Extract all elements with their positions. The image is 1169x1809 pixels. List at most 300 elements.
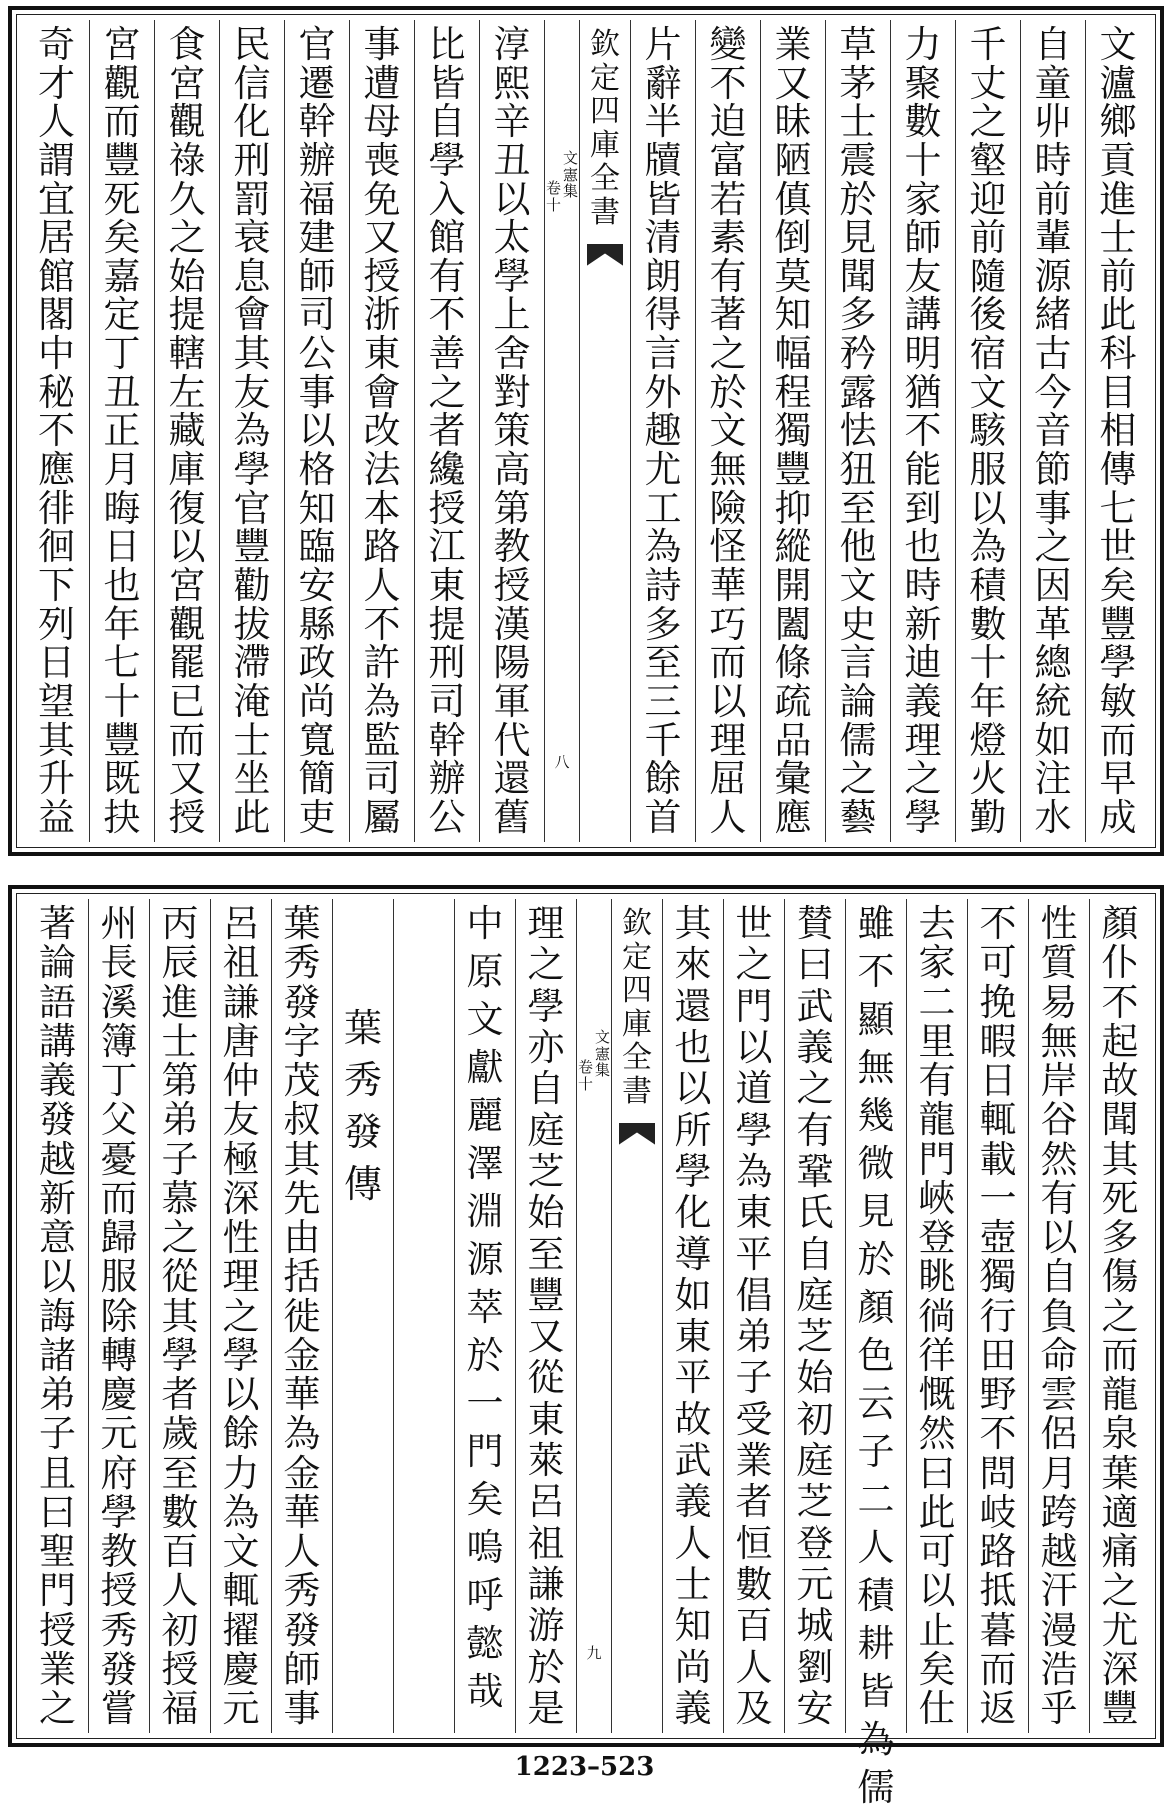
glyph: 曰: [796, 943, 834, 987]
glyph: 此: [233, 795, 271, 839]
glyph: 祿: [168, 138, 206, 182]
glyph: 而: [168, 718, 206, 762]
glyph: 由: [283, 1216, 321, 1259]
glyph: 年: [969, 679, 1007, 723]
glyph: 以: [918, 1569, 956, 1613]
glyph: 門: [39, 1569, 76, 1613]
glyph: 田: [979, 1333, 1017, 1377]
glyph: 已: [168, 679, 206, 723]
glyph: 性: [222, 1216, 260, 1259]
glyph: 十: [545, 195, 561, 214]
glyph: 劉: [796, 1645, 834, 1689]
glyph: 會: [363, 370, 401, 414]
glyph: 著: [709, 293, 747, 337]
glyph: 數: [904, 100, 942, 144]
glyph: 越: [39, 1137, 76, 1181]
glyph: 業: [735, 1439, 773, 1483]
glyph: 師: [904, 216, 942, 260]
glyph: 日: [103, 525, 141, 569]
glyph: 徉: [918, 1333, 956, 1377]
glyph: 集: [562, 182, 578, 200]
glyph: 既: [103, 757, 141, 801]
glyph: 問: [979, 1451, 1017, 1495]
glyph: 從: [527, 1356, 565, 1400]
glyph: 人: [363, 563, 401, 607]
glyph: 縱: [774, 525, 812, 569]
glyph: 侶: [1040, 1412, 1078, 1456]
glyph: 授: [428, 486, 466, 530]
text-column: [393, 899, 454, 1733]
glyph: 幾: [857, 1094, 895, 1137]
glyph: 庭: [796, 1273, 834, 1317]
glyph: 自: [796, 1232, 834, 1276]
glyph: 餘: [222, 1412, 260, 1456]
glyph: 比: [428, 23, 466, 66]
glyph: 雲: [1040, 1373, 1078, 1416]
glyph: 發: [39, 1098, 76, 1142]
glyph: 深: [222, 1176, 260, 1220]
glyph: 宮: [168, 61, 206, 105]
glyph: 節: [1034, 448, 1072, 492]
glyph: 一: [979, 1176, 1017, 1220]
glyph: 人: [674, 1521, 712, 1565]
glyph: 色: [857, 1334, 895, 1377]
glyph: 挽: [979, 980, 1017, 1024]
glyph: 火: [969, 757, 1007, 801]
glyph: 之: [839, 757, 877, 801]
glyph: 皆: [644, 177, 682, 221]
spine-info: [577, 899, 611, 1733]
glyph: 一: [466, 1382, 504, 1425]
glyph: 始: [527, 1191, 565, 1235]
glyph: 升: [38, 757, 75, 801]
glyph: 秀: [343, 1058, 382, 1102]
glyph: 館: [428, 216, 466, 260]
glyph: 鄉: [1099, 100, 1137, 144]
glyph: 顏: [1101, 902, 1139, 945]
glyph: 太: [493, 216, 531, 260]
glyph: 擢: [222, 1608, 260, 1652]
glyph: 為: [222, 1490, 260, 1534]
glyph: 居: [38, 216, 75, 260]
glyph: 乎: [1040, 1687, 1078, 1730]
glyph: 之: [1101, 1569, 1139, 1613]
glyph: 人: [857, 1526, 895, 1569]
glyph: 止: [918, 1608, 956, 1652]
spine-info: [545, 20, 579, 842]
glyph: 自: [1040, 1255, 1078, 1299]
glyph: 迪: [904, 641, 942, 685]
glyph: 千: [644, 718, 682, 762]
glyph: 福: [161, 1687, 199, 1730]
glyph: 華: [283, 1490, 321, 1534]
glyph: 也: [674, 1025, 712, 1069]
glyph: 之: [969, 100, 1007, 144]
glyph: 書: [590, 194, 620, 230]
glyph: 言: [839, 641, 877, 685]
spine-volume: [577, 1029, 594, 1733]
glyph: 軍: [493, 679, 531, 723]
glyph: 呼: [466, 1574, 504, 1617]
glyph: 師: [298, 254, 336, 298]
glyph: 氏: [796, 1191, 834, 1235]
glyph: 數: [161, 1490, 199, 1534]
glyph: 越: [1040, 1530, 1078, 1573]
glyph: 觀: [168, 100, 206, 144]
glyph: 知: [774, 293, 812, 337]
glyph: 七: [1099, 486, 1137, 530]
fishtail-mark-icon: [587, 244, 623, 266]
glyph: 又: [363, 216, 401, 260]
glyph: 之: [796, 1067, 834, 1111]
glyph: 教: [493, 525, 531, 569]
glyph: 服: [969, 448, 1007, 492]
glyph: 政: [298, 641, 336, 685]
glyph: 聖: [39, 1530, 76, 1573]
glyph: 之: [527, 943, 565, 987]
glyph: 陽: [493, 641, 531, 685]
glyph: 峽: [918, 1176, 956, 1220]
glyph: 勸: [233, 563, 271, 607]
glyph: 質: [1040, 941, 1078, 985]
glyph: 早: [1099, 757, 1137, 801]
glyph: 世: [1099, 525, 1137, 569]
text-column: [1089, 899, 1150, 1733]
glyph: 理: [527, 902, 565, 945]
glyph: 溪: [100, 980, 138, 1024]
glyph: 金: [283, 1333, 321, 1377]
glyph: 叔: [283, 1098, 321, 1142]
glyph: 中: [38, 332, 75, 376]
text-column: [723, 899, 784, 1733]
glyph: 授: [493, 563, 531, 607]
glyph: 月: [103, 448, 141, 492]
glyph: 遷: [298, 61, 336, 105]
glyph: 豐: [1099, 602, 1137, 646]
glyph: 尤: [1101, 1608, 1139, 1652]
glyph: 勤: [969, 795, 1007, 839]
glyph: 息: [233, 254, 271, 298]
glyph: 茂: [283, 1059, 321, 1102]
glyph: 正: [103, 409, 141, 453]
glyph: 華: [709, 563, 747, 607]
text-column: [825, 20, 890, 842]
spine-title: [611, 899, 662, 1733]
glyph: 官: [233, 486, 271, 530]
glyph: 也: [904, 525, 942, 569]
glyph: 仕: [918, 1687, 956, 1730]
glyph: 素: [709, 216, 747, 260]
glyph: 淵: [466, 1190, 504, 1233]
glyph: 聞: [1101, 1098, 1139, 1142]
glyph: 千: [969, 23, 1007, 66]
glyph: 亦: [527, 1025, 565, 1069]
glyph: 其: [1101, 1137, 1139, 1181]
glyph: 會: [233, 293, 271, 337]
glyph: 文: [709, 409, 747, 453]
text-column: [349, 20, 414, 842]
glyph: 始: [796, 1356, 834, 1400]
glyph: 自: [1034, 23, 1072, 66]
glyph: 閣: [38, 293, 75, 337]
glyph: 岸: [1040, 1059, 1078, 1102]
glyph: 無: [857, 1046, 895, 1089]
glyph: 前: [1099, 254, 1137, 298]
glyph: 府: [100, 1451, 138, 1495]
glyph: 前: [1034, 177, 1072, 221]
glyph: 庭: [527, 1108, 565, 1152]
glyph: 十: [969, 641, 1007, 685]
section-title: [332, 899, 393, 1733]
glyph: 外: [644, 370, 682, 414]
glyph: 返: [979, 1687, 1017, 1730]
glyph: 應: [38, 448, 75, 492]
glyph: 之: [222, 1294, 260, 1338]
glyph: 半: [644, 100, 682, 144]
glyph: 年: [103, 602, 141, 646]
glyph: 武: [674, 1439, 712, 1483]
glyph: 衰: [233, 216, 271, 260]
glyph: 以: [709, 679, 747, 723]
glyph: 門: [735, 984, 773, 1028]
glyph: 唐: [222, 1019, 260, 1063]
glyph: 世: [735, 902, 773, 945]
glyph: 瀘: [1099, 61, 1137, 105]
glyph: 發: [343, 1110, 382, 1154]
text-column: [630, 20, 695, 842]
glyph: 泉: [1101, 1412, 1139, 1456]
glyph: 二: [918, 980, 956, 1024]
glyph: 宮: [168, 563, 206, 607]
glyph: 人: [161, 1569, 199, 1613]
glyph: 策: [493, 409, 531, 453]
glyph: 性: [1040, 902, 1078, 945]
glyph: 免: [363, 177, 401, 221]
glyph: 民: [233, 23, 271, 66]
glyph: 獻: [466, 1046, 504, 1089]
spine-page-number: 九: [586, 1644, 602, 1662]
glyph: 路: [363, 525, 401, 569]
glyph: 條: [774, 641, 812, 685]
glyph: 人: [38, 100, 75, 144]
glyph: 家: [918, 941, 956, 985]
glyph: 而: [103, 100, 141, 144]
glyph: 丱: [1034, 100, 1072, 144]
glyph: 數: [735, 1563, 773, 1606]
glyph: 雖: [857, 902, 895, 945]
glyph: 開: [774, 563, 812, 607]
glyph: 幹: [428, 718, 466, 762]
glyph: 新: [904, 602, 942, 646]
glyph: 受: [735, 1397, 773, 1441]
glyph: 而: [100, 1176, 138, 1220]
glyph: 露: [839, 370, 877, 414]
glyph: 講: [39, 1019, 76, 1063]
glyph: 監: [363, 718, 401, 762]
text-column: [955, 20, 1020, 842]
glyph: 不: [857, 950, 895, 993]
glyph: 辭: [644, 61, 682, 105]
glyph: 長: [100, 941, 138, 985]
fishtail-mark-icon: [619, 1123, 655, 1145]
glyph: 士: [161, 1019, 199, 1063]
glyph: 始: [168, 254, 206, 298]
glyph: 源: [1034, 254, 1072, 298]
glyph: 四: [590, 94, 620, 130]
glyph: 屬: [363, 795, 401, 839]
glyph: 以: [1040, 1216, 1078, 1259]
glyph: 華: [283, 1373, 321, 1416]
text-column: [414, 20, 479, 842]
glyph: 除: [100, 1294, 138, 1338]
glyph: 辰: [161, 941, 199, 985]
glyph: 科: [1099, 332, 1137, 376]
glyph: 丁: [103, 332, 141, 376]
glyph: 義: [674, 1686, 712, 1730]
glyph: 者: [428, 409, 466, 453]
glyph: 自: [428, 100, 466, 144]
glyph: 格: [298, 448, 336, 492]
glyph: 中: [466, 902, 504, 945]
glyph: 嗚: [466, 1526, 504, 1569]
glyph: 隨: [969, 254, 1007, 298]
glyph: 學: [428, 138, 466, 182]
glyph: 其: [233, 332, 271, 376]
glyph: 還: [493, 757, 531, 801]
glyph: 朗: [644, 254, 682, 298]
spine-volume: [545, 150, 562, 842]
glyph: 司: [363, 757, 401, 801]
glyph: 自: [527, 1067, 565, 1111]
glyph: 授: [363, 254, 401, 298]
glyph: 故: [1101, 1059, 1139, 1102]
glyph: 公: [428, 795, 466, 839]
glyph: 三: [644, 679, 682, 723]
glyph: 野: [979, 1373, 1017, 1416]
glyph: 聞: [839, 254, 877, 298]
glyph: 義: [674, 1480, 712, 1524]
glyph: 業: [39, 1647, 76, 1691]
glyph: 授: [100, 1569, 138, 1613]
glyph: 前: [969, 216, 1007, 260]
glyph: 進: [161, 980, 199, 1024]
glyph: 抉: [103, 795, 141, 839]
glyph: 呂: [222, 902, 260, 945]
glyph: 謂: [38, 138, 75, 182]
glyph: 十: [904, 138, 942, 182]
glyph: 江: [428, 525, 466, 569]
glyph: 卷: [577, 1058, 593, 1076]
glyph: 適: [1101, 1490, 1139, 1534]
glyph: 痛: [1101, 1530, 1139, 1573]
glyph: 狃: [839, 448, 877, 492]
glyph: 豐: [233, 525, 271, 569]
glyph: 金: [283, 1451, 321, 1495]
glyph: 嘉: [103, 254, 141, 298]
glyph: 授: [39, 1608, 76, 1652]
glyph: 此: [918, 1490, 956, 1534]
glyph: 眺: [918, 1255, 956, 1299]
glyph: 程: [774, 370, 812, 414]
glyph: 辛: [493, 100, 531, 144]
glyph: 百: [735, 1604, 773, 1648]
glyph: 其: [38, 718, 75, 762]
glyph: 發: [100, 1647, 138, 1691]
glyph: 注: [1034, 757, 1072, 801]
glyph: 儒: [857, 1766, 895, 1809]
glyph: 門: [918, 1137, 956, 1181]
text-column: [219, 20, 284, 842]
glyph: 慶: [222, 1647, 260, 1691]
glyph: 事: [363, 23, 401, 66]
glyph: 輒: [979, 1098, 1017, 1142]
glyph: 弟: [161, 1098, 199, 1142]
glyph: 芝: [796, 1315, 834, 1359]
glyph: 師: [283, 1647, 321, 1691]
glyph: 百: [161, 1530, 199, 1573]
text-column: [284, 20, 349, 842]
glyph: 臨: [298, 525, 336, 569]
glyph: 括: [283, 1255, 321, 1299]
glyph: 輩: [1034, 216, 1072, 260]
glyph: 載: [979, 1137, 1017, 1181]
glyph: 其: [283, 1137, 321, 1181]
glyph: 全: [622, 1040, 652, 1076]
glyph: 仆: [1101, 941, 1139, 985]
glyph: 首: [644, 795, 682, 839]
glyph: 應: [774, 795, 812, 839]
glyph: 丙: [161, 902, 199, 945]
glyph: 東: [674, 1315, 712, 1359]
glyph: 到: [904, 486, 942, 530]
glyph: 平: [674, 1356, 712, 1400]
glyph: 微: [857, 1142, 895, 1185]
glyph: 抑: [774, 486, 812, 530]
glyph: 坐: [233, 757, 271, 801]
glyph: 得: [644, 293, 682, 337]
glyph: 日: [38, 641, 75, 685]
glyph: 矣: [918, 1647, 956, 1691]
glyph: 至: [839, 486, 877, 530]
glyph: 清: [644, 216, 682, 260]
glyph: 士: [1099, 216, 1137, 260]
glyph: 聚: [904, 61, 942, 105]
glyph: 且: [39, 1451, 76, 1495]
glyph: 東: [363, 332, 401, 376]
center-fold-spine: [576, 899, 662, 1733]
glyph: 建: [298, 216, 336, 260]
glyph: 久: [168, 177, 206, 221]
glyph: 簡: [298, 757, 336, 801]
glyph: 葉: [343, 1006, 382, 1050]
glyph: 宿: [969, 332, 1007, 376]
glyph: 不: [1101, 980, 1139, 1024]
glyph: 登: [796, 1521, 834, 1565]
glyph: 還: [674, 984, 712, 1028]
glyph: 傳: [1099, 448, 1137, 492]
glyph: 以: [735, 1025, 773, 1069]
glyph: 義: [796, 1025, 834, 1069]
glyph: 工: [644, 486, 682, 530]
glyph: 登: [918, 1216, 956, 1259]
glyph: 業: [774, 23, 812, 66]
glyph: 麗: [466, 1094, 504, 1137]
glyph: 著: [39, 902, 76, 945]
glyph: 全: [590, 161, 620, 197]
glyph: 而: [1101, 1333, 1139, 1377]
glyph: 豐: [527, 1273, 565, 1317]
glyph: 明: [904, 332, 942, 376]
